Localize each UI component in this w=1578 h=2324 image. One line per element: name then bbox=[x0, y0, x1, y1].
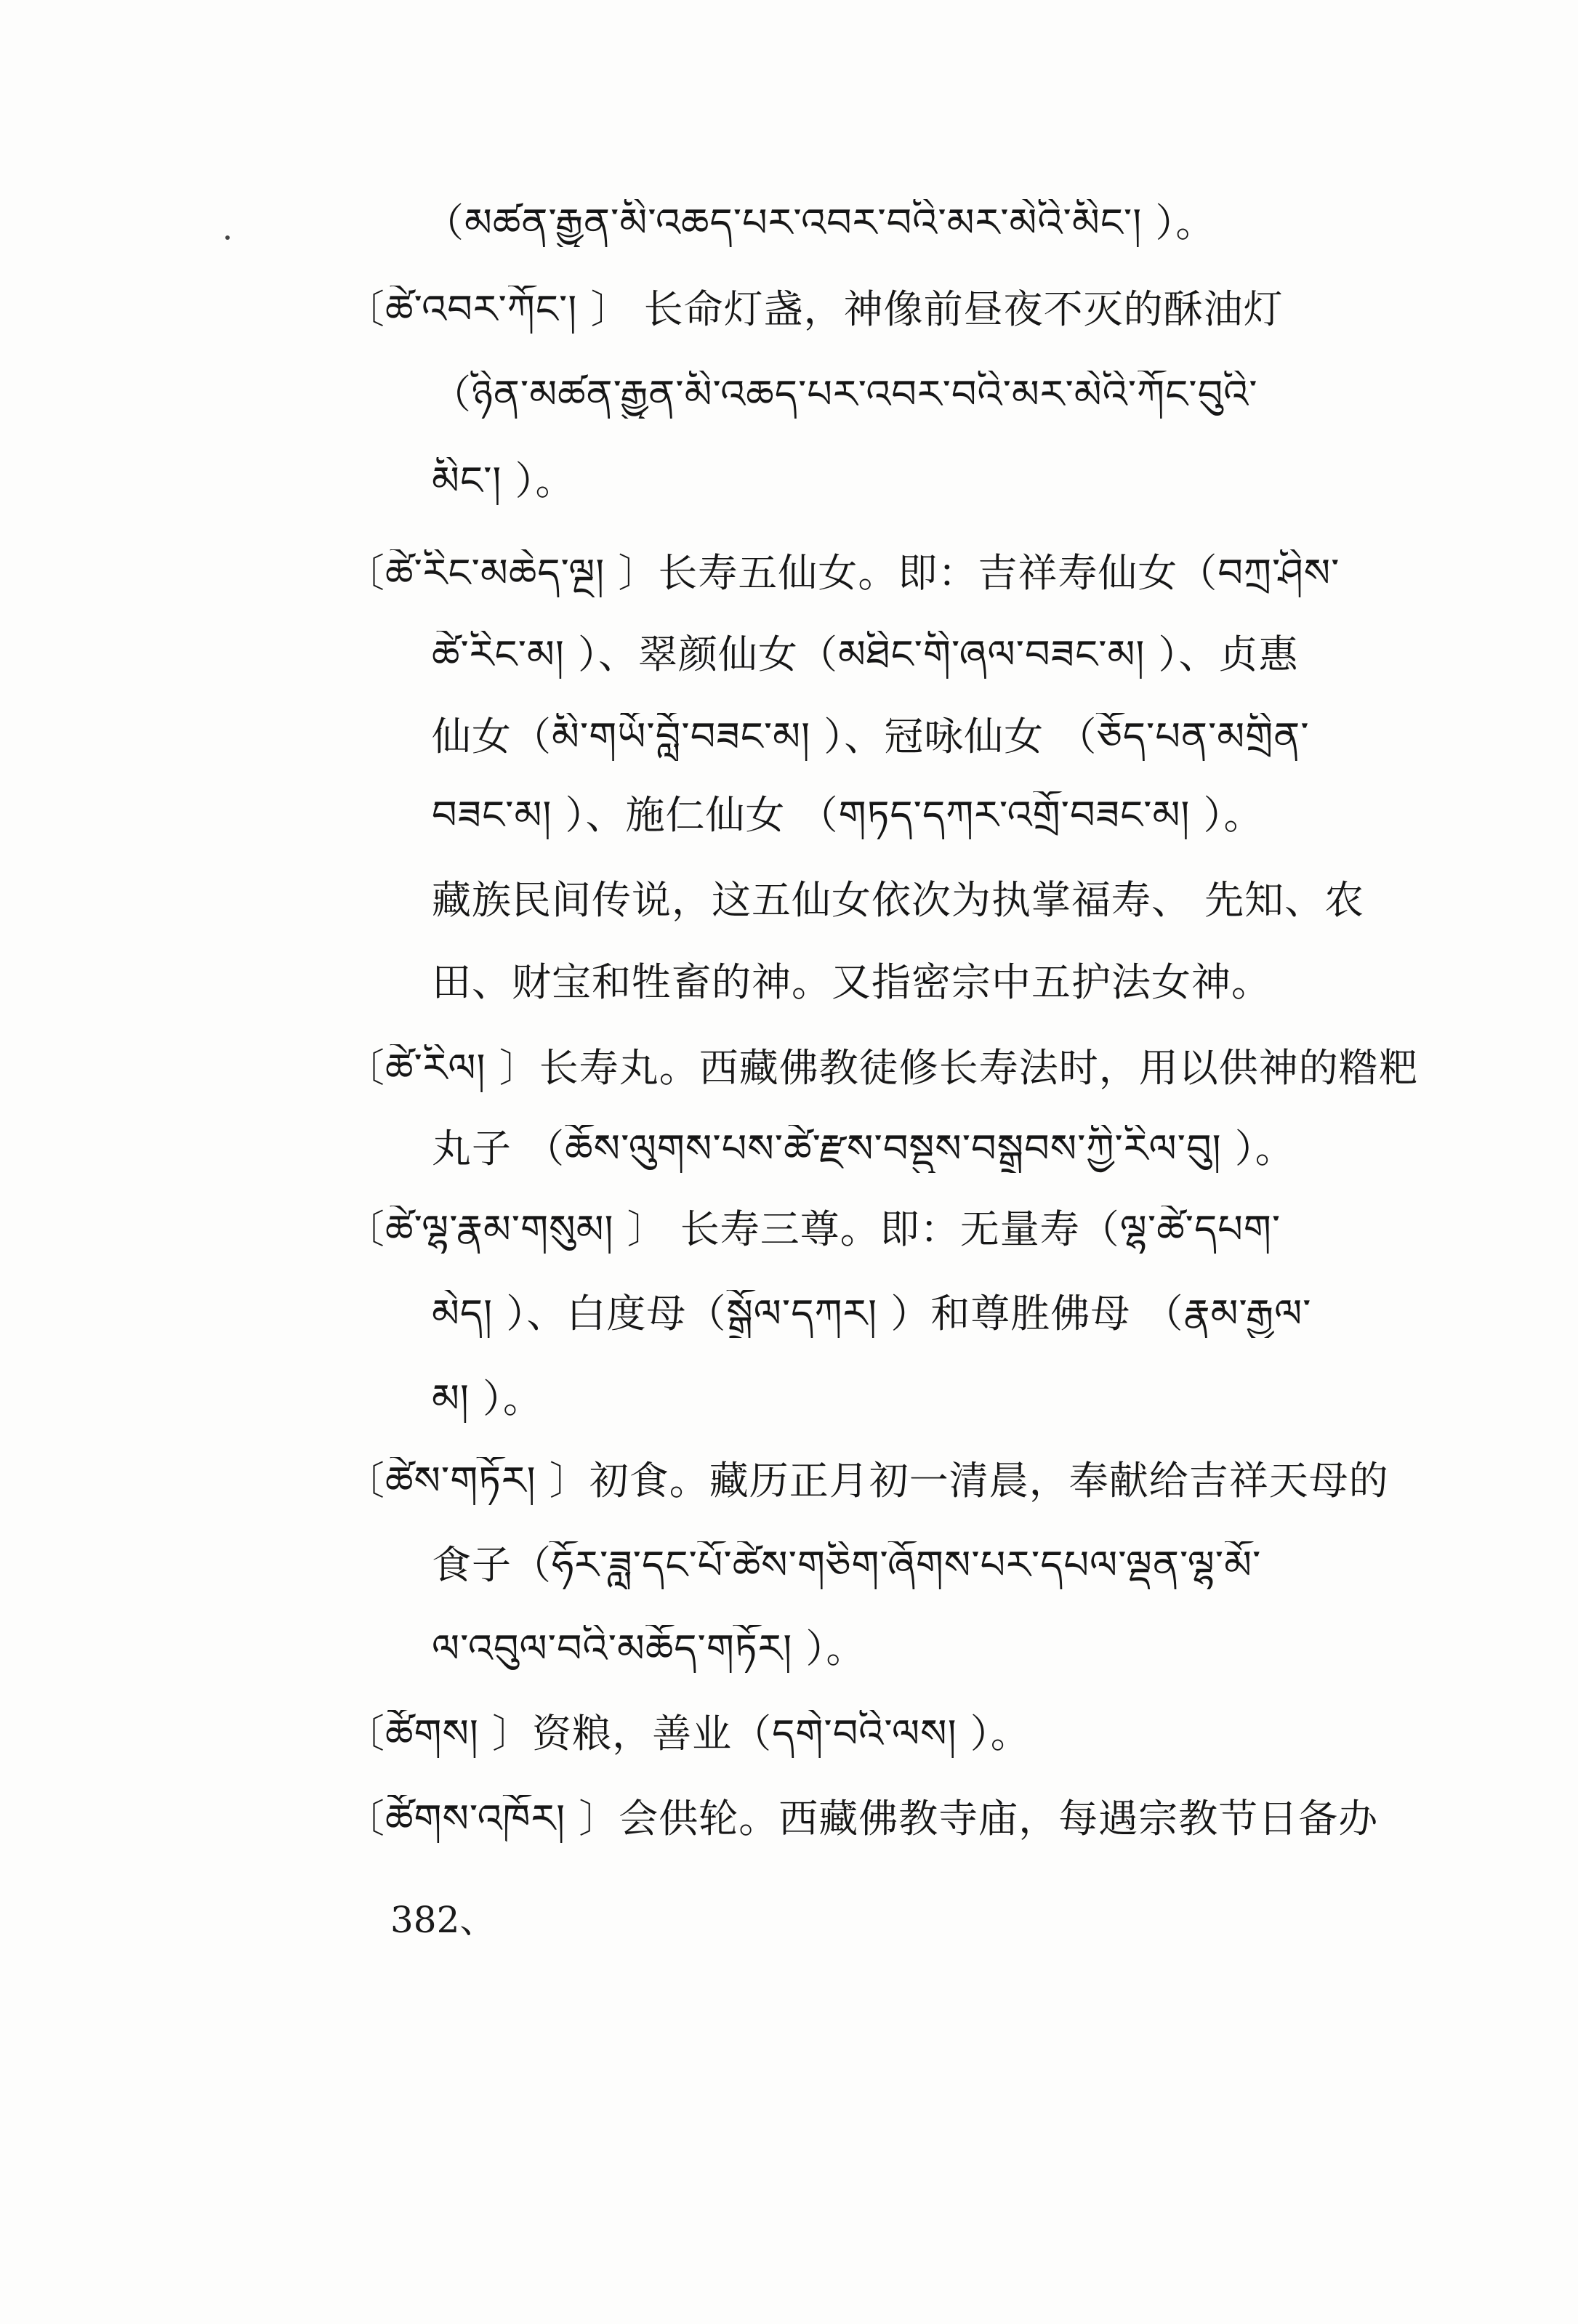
entry-line: 〔ཚེ་འབར་ཀོང་། 〕 长命灯盏，神像前昼夜不灭的酥油灯 bbox=[345, 286, 1284, 332]
entry-line: 〔ཚེ་ལྷ་རྣམ་གསུམ། 〕 长寿三尊。即：无量寿（ལྷ་ཚེ་དཔག་ bbox=[345, 1206, 1281, 1252]
page-number: 382、 bbox=[390, 1899, 496, 1941]
entry-line: 〔ཚེས་གཏོར། 〕初食。藏历正月初一清晨，奉献给吉祥天母的 bbox=[345, 1458, 1389, 1504]
continuation-line: 食子（ཧོར་ཟླ་དང་པོ་ཚེས་གཅིག་ཞོགས་པར་དཔལ་ལྡན་ལྷ་མོ་ bbox=[432, 1542, 1262, 1588]
entry-line: 〔ཚེ་རིང་མཆེད་ལྔ། 〕长寿五仙女。即：吉祥寿仙女（བཀྲ་ཤིས་ bbox=[345, 550, 1340, 596]
continuation-line: བཟང་མ། ）、施仁仙女 （གཏད་དཀར་འགྲོ་བཟང་མ། ）。 bbox=[432, 792, 1264, 838]
entry-line: 〔ཚོགས། 〕资粮，善业（དགེ་བའི་ལས། ）。 bbox=[345, 1711, 1031, 1756]
continuation-line: མ། ）。 bbox=[432, 1376, 544, 1421]
continuation-line: （མཚན་རྒྱུན་མི་འཆད་པར་འབར་བའི་མར་མེའི་མིང་། ）。 bbox=[424, 200, 1216, 246]
continuation-line: 丸子 （ཆོས་ལུགས་པས་ཚེ་རྫས་བསྡུས་བསྒྲུབས་ཀྱི་རིལ་བུ། ）。 bbox=[432, 1126, 1295, 1171]
entry-line: 〔ཚེ་རིལ། 〕长寿丸。西藏佛教徒修长寿法时，用以供神的糌粑 bbox=[345, 1045, 1419, 1091]
entry-line: 〔ཚོགས་འཁོར། 〕会供轮。西藏佛教寺庙，每遇宗教节日备办 bbox=[345, 1796, 1379, 1841]
continuation-line: 仙女（མི་གཡོ་བློ་བཟང་མ། ）、冠咏仙女 （ཅོད་པན་མགྲིན་ bbox=[432, 714, 1310, 759]
continuation-line: （ཉིན་མཚན་རྒྱུན་མི་འཆད་པར་འབར་བའི་མར་མེའི་ཀོང་བུའི་ bbox=[432, 371, 1258, 417]
continuation-line: 藏族民间传说，这五仙女依次为执掌福寿、 先知、农 bbox=[432, 877, 1365, 923]
continuation-line: མིང་། ）。 bbox=[432, 458, 576, 504]
continuation-line: 田、财宝和牲畜的神。又指密宗中五护法女神。 bbox=[432, 959, 1271, 1005]
print-speck bbox=[225, 235, 230, 240]
continuation-line: མེད། ）、白度母（སྒྲོལ་དཀར། ）和尊胜佛母 （རྣམ་རྒྱལ་ bbox=[432, 1291, 1312, 1336]
continuation-line: ཚེ་རིང་མ། ）、翠颜仙女（མཐིང་གི་ཞལ་བཟང་མ། ）、贞惠 bbox=[432, 632, 1299, 677]
continuation-line: ལ་འབུལ་བའི་མཆོད་གཏོར། ）。 bbox=[432, 1626, 866, 1671]
